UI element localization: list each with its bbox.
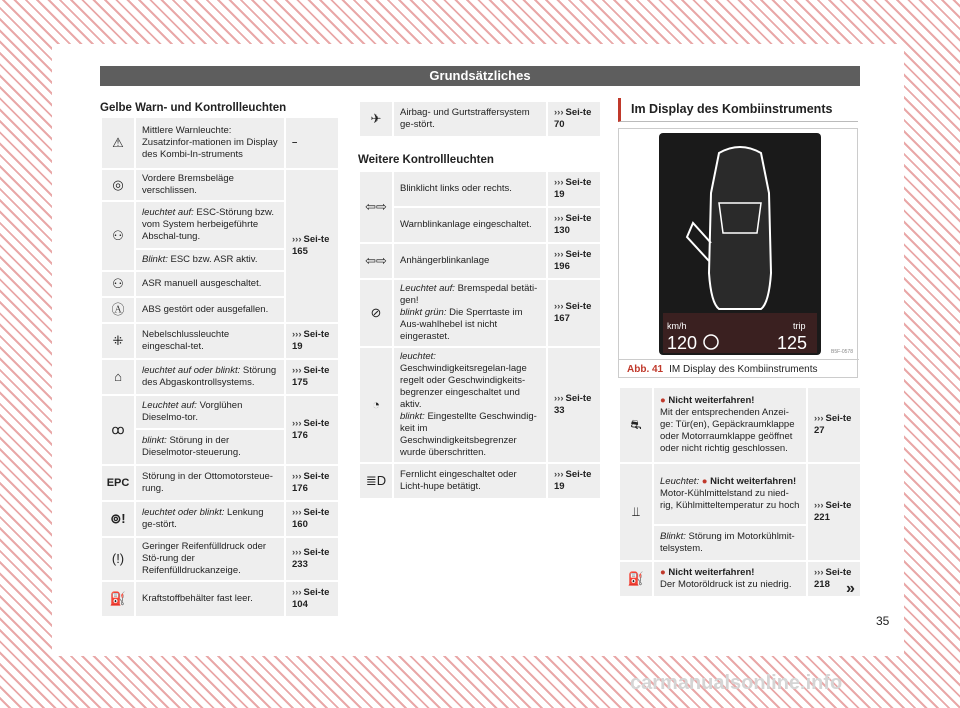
esc-icon: ⚇ [101, 201, 135, 271]
row-ref: ››› Sei-te 196 [547, 243, 601, 279]
row-ref: ››› Sei-te 27 [807, 387, 861, 463]
row-text: leuchtet auf oder blinkt: Störung des Abgaskontrollsystems. [135, 359, 285, 395]
engine-check-icon: ⌂ [101, 359, 135, 395]
row-text: Leuchtet auf: Bremspedal betäti-gen! blinkt grün: Die Sperrtaste im Aus-wahlhebel ist nicht eingerastet. [393, 279, 547, 347]
row-text: leuchtet oder blinkt: Lenkung ge-stört. [135, 501, 285, 537]
row-text: leuchtet auf: ESC-Störung bzw. vom System herbeigeführte Abschal-tung. [135, 201, 285, 249]
warning-lights-table-left [100, 116, 340, 618]
table-row [101, 581, 339, 617]
row-ref: ››› Sei-te 221 [807, 463, 861, 561]
table-row [101, 117, 339, 169]
table-row [101, 395, 339, 429]
row-text: leuchtet: Geschwindigkeitsregelan-lage regelt oder Geschwindigkeits-begrenzer eingeschaltet und aktiv. blinkt: Eingestellte Geschwindig-keit im Geschwindigkeitsbegrenzer wurde überschritten. [393, 347, 547, 463]
table-row [359, 279, 601, 347]
instrument-display [659, 133, 821, 355]
glow-plug-icon: ꝏ [101, 395, 135, 465]
continue-mark: » [846, 580, 855, 597]
figure-code: B5F-0578 [831, 349, 853, 355]
row-text: Blinkt: ESC bzw. ASR aktiv. [135, 249, 285, 271]
esc-off-icon: ⚇ [101, 271, 135, 297]
row-text: Geringer Reifenfülldruck oder Stö-rung der Reifenfülldruckanzeige. [135, 537, 285, 581]
row-text: ASR manuell ausgeschaltet. [135, 271, 285, 297]
row-text: Blinkt: Störung im Motorkühlmit-telsystem. [653, 525, 807, 561]
row-ref: ››› Sei-te 218 [807, 561, 861, 597]
row-text: Nebelschlussleuchte eingeschal-tet. [135, 323, 285, 359]
brake-pads-icon: ◎ [101, 169, 135, 201]
row-ref-shared: ››› Sei-te 165 [285, 169, 339, 323]
speed-value: 120 [667, 333, 698, 353]
row-text: Kraftstoffbehälter fast leer. [135, 581, 285, 617]
table-row [359, 243, 601, 279]
steering-icon: ⊚! [101, 501, 135, 537]
warning-triangle-icon: ⚠ [101, 117, 135, 169]
door-open-icon: ⛐ [619, 387, 653, 463]
table-row [359, 463, 601, 499]
right-heading: Im Display des Kombiinstruments [618, 98, 858, 122]
table-row [101, 501, 339, 537]
oil-pressure-icon: ⛽ [619, 561, 653, 597]
table-row [619, 463, 861, 525]
speed-unit-label: km/h [667, 321, 687, 331]
row-ref: ››› Sei-te 167 [547, 279, 601, 347]
trip-value: 125 [777, 333, 808, 353]
table-row [359, 207, 601, 243]
table-row [359, 171, 601, 207]
table-row [359, 101, 601, 137]
table-row [619, 561, 861, 597]
airbag-icon: ✈ [359, 101, 393, 137]
row-ref-shared: ››› Sei-te 176 [285, 395, 339, 465]
row-ref: ››› Sei-te 175 [285, 359, 339, 395]
row-text: Warnblinkanlage eingeschaltet. [393, 207, 547, 243]
row-ref: ››› Sei-te 33 [547, 347, 601, 463]
table-row [359, 347, 601, 463]
control-lights-table [358, 170, 602, 500]
row-text: Anhängerblinkanlage [393, 243, 547, 279]
row-ref: ››› Sei-te 104 [285, 581, 339, 617]
figure-caption [619, 359, 859, 379]
coolant-icon: ⫫ [619, 463, 653, 561]
left-heading: Gelbe Warn- und Kontrollleuchten [100, 102, 287, 114]
display-lights-table [618, 386, 862, 598]
rear-fog-light-icon: ⁜ [101, 323, 135, 359]
row-text: Leuchtet: ● Nicht weiterfahren! Motor-Kühlmittelstand zu nied-rig, Kühlmitteltemperatur zu hoch [653, 463, 807, 525]
epc-icon: EPC [101, 465, 135, 501]
tire-pressure-icon: (!) [101, 537, 135, 581]
page-header: Grundsätzliches [100, 66, 860, 86]
row-text: ABS gestört oder ausgefallen. [135, 297, 285, 323]
car-top-view-icon [659, 133, 821, 355]
row-text: Störung in der Ottomotorsteue-rung. [135, 465, 285, 501]
airbag-table [358, 100, 602, 138]
trailer-indicator-icon: ⇦⇨ [359, 243, 393, 279]
watermark: carmanualsonline.info [630, 672, 843, 694]
trip-label: trip [793, 321, 806, 331]
row-ref: ››› Sei-te 233 [285, 537, 339, 581]
display-figure [618, 128, 858, 378]
row-text: Mittlere Warnleuchte: Zusatzinfor-mationen im Display des Kombi-In-struments [135, 117, 285, 169]
page-number: 35 [876, 614, 890, 628]
cruise-control-icon: ◔ [359, 347, 393, 463]
row-ref: ››› Sei-te 160 [285, 501, 339, 537]
row-text: Vordere Bremsbeläge verschlissen. [135, 169, 285, 201]
row-text: Airbag- und Gurtstraffersystem ge-stört. [393, 101, 547, 137]
row-text: Fernlicht eingeschaltet oder Licht-hupe betätigt. [393, 463, 547, 499]
row-ref: ››› Sei-te 70 [547, 101, 601, 137]
figure-caption-text: IM Display des Kombiinstruments [669, 364, 818, 375]
table-row [101, 465, 339, 501]
row-text: ● Nicht weiterfahren! Mit der entsprechenden Anzei-ge: Tür(en), Gepäckraumklappe oder Motorraumklappe geöffnet oder nicht richtig geschlossen. [653, 387, 807, 463]
row-ref: ››› Sei-te 130 [547, 207, 601, 243]
row-ref: ››› Sei-te 19 [547, 171, 601, 207]
row-text: Blinklicht links oder rechts. [393, 171, 547, 207]
table-row [101, 169, 339, 201]
row-ref: – [285, 117, 339, 169]
table-row [619, 387, 861, 463]
table-row [101, 537, 339, 581]
high-beam-icon: ≣D [359, 463, 393, 499]
row-text: blinkt: Störung in der Dieselmotor-steuerung. [135, 429, 285, 465]
figure-label: Abb. 41 [627, 364, 664, 375]
turn-signal-icon: ⇦⇨ [359, 171, 393, 243]
row-text: Leuchtet auf: Vorglühen Dieselmo-tor. [135, 395, 285, 429]
row-ref: ››› Sei-te 19 [285, 323, 339, 359]
fuel-icon: ⛽ [101, 581, 135, 617]
row-ref: ››› Sei-te 19 [547, 463, 601, 499]
abs-icon: Ⓐ [101, 297, 135, 323]
row-ref: ››› Sei-te 176 [285, 465, 339, 501]
table-row [101, 323, 339, 359]
table-row [101, 359, 339, 395]
row-text: ● Nicht weiterfahren! Der Motoröldruck ist zu niedrig. [653, 561, 807, 597]
brake-pedal-icon: ⊘ [359, 279, 393, 347]
middle-heading: Weitere Kontrollleuchten [358, 154, 494, 166]
